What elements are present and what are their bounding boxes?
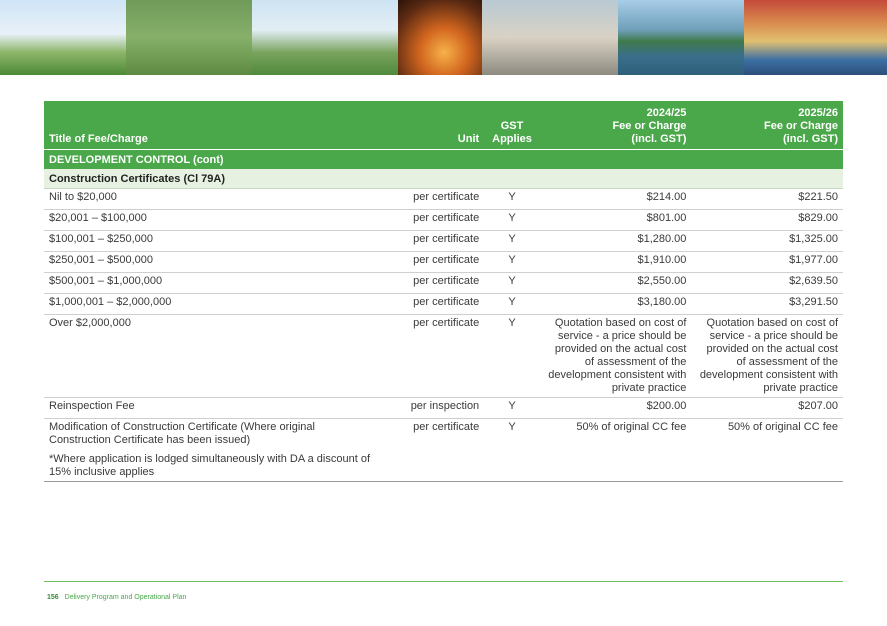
table-row <box>44 189 843 210</box>
subsection-heading-row <box>44 169 843 189</box>
photo-kookaburra-sunset <box>398 0 482 75</box>
fee-2024-25: $801.00 <box>540 210 692 231</box>
fee-gst: Y <box>484 252 540 273</box>
table-row <box>44 231 843 252</box>
fee-unit: per certificate <box>382 419 485 482</box>
fee-2024-25: Quotation based on cost of service - a price should be provided on the actual cost of assessment of the development consistent with private practice <box>540 315 692 398</box>
page-number: 156 <box>47 594 59 601</box>
fee-unit: per certificate <box>382 231 485 252</box>
fee-title-cell <box>44 419 382 482</box>
fee-2024-25: $1,280.00 <box>540 231 692 252</box>
fee-title: $500,001 – $1,000,000 <box>44 273 382 294</box>
fee-gst: Y <box>484 210 540 231</box>
fee-unit: per inspection <box>382 398 485 419</box>
fee-2025-26: $1,977.00 <box>691 252 843 273</box>
fee-gst: Y <box>484 231 540 252</box>
fee-unit: per certificate <box>382 294 485 315</box>
fee-2025-26: $2,639.50 <box>691 273 843 294</box>
fee-2025-26: 50% of original CC fee <box>691 419 843 482</box>
col-header-2024-25: 2024/25 Fee or Charge (incl. GST) <box>540 101 692 150</box>
fee-unit: per certificate <box>382 210 485 231</box>
col-header-unit: Unit <box>382 101 485 150</box>
table-row <box>44 419 843 482</box>
table-row <box>44 210 843 231</box>
fee-2025-26: $207.00 <box>691 398 843 419</box>
fee-title: $100,001 – $250,000 <box>44 231 382 252</box>
table-row <box>44 398 843 419</box>
col-header-gst: GST Applies <box>484 101 540 150</box>
table-row <box>44 252 843 273</box>
fee-gst: Y <box>484 398 540 419</box>
fee-unit: per certificate <box>382 315 485 398</box>
fee-title: Modification of Construction Certificate (Where original Construction Certificate has been issued) <box>49 421 315 446</box>
fee-2024-25: 50% of original CC fee <box>540 419 692 482</box>
fee-unit: per certificate <box>382 189 485 210</box>
fee-title: $1,000,001 – $2,000,000 <box>44 294 382 315</box>
fee-gst: Y <box>484 189 540 210</box>
fees-table <box>44 101 843 482</box>
fee-2024-25: $200.00 <box>540 398 692 419</box>
photo-street-scene <box>482 0 618 75</box>
photo-outdoor-yoga <box>252 0 398 75</box>
table-row <box>44 294 843 315</box>
fee-title: $20,001 – $100,000 <box>44 210 382 231</box>
fee-2025-26: $829.00 <box>691 210 843 231</box>
fee-2025-26: $221.50 <box>691 189 843 210</box>
header-photo-banner <box>0 0 887 75</box>
fee-2024-25: $1,910.00 <box>540 252 692 273</box>
fee-unit: per certificate <box>382 252 485 273</box>
fee-2025-26: $1,325.00 <box>691 231 843 252</box>
page-footer <box>47 594 186 601</box>
fee-2024-25: $214.00 <box>540 189 692 210</box>
col-header-2025-26: 2025/26 Fee or Charge (incl. GST) <box>691 101 843 150</box>
fee-note: *Where application is lodged simultaneously with DA a discount of 15% inclusive applies <box>49 453 371 478</box>
photo-kayaking-river <box>618 0 744 75</box>
col-header-title: Title of Fee/Charge <box>44 101 382 150</box>
fee-gst: Y <box>484 419 540 482</box>
photo-park-building <box>0 0 126 75</box>
fee-gst: Y <box>484 315 540 398</box>
fee-title: Over $2,000,000 <box>44 315 382 398</box>
fee-2025-26: Quotation based on cost of service - a price should be provided on the actual cost of assessment of the development consistent with private practice <box>691 315 843 398</box>
table-header-row <box>44 101 843 150</box>
fee-2025-26: $3,291.50 <box>691 294 843 315</box>
fee-2024-25: $2,550.00 <box>540 273 692 294</box>
subsection-heading: Construction Certificates (Cl 79A) <box>44 169 843 189</box>
fee-2024-25: $3,180.00 <box>540 294 692 315</box>
fee-gst: Y <box>484 294 540 315</box>
photo-dog-agility <box>126 0 252 75</box>
footer-text: Delivery Program and Operational Plan <box>64 594 187 601</box>
table-row <box>44 315 843 398</box>
photo-lion-dance-festival <box>744 0 887 75</box>
fee-title: $250,001 – $500,000 <box>44 252 382 273</box>
fee-title: Nil to $20,000 <box>44 189 382 210</box>
fee-title: Reinspection Fee <box>44 398 382 419</box>
fee-unit: per certificate <box>382 273 485 294</box>
table-row <box>44 273 843 294</box>
fee-gst: Y <box>484 273 540 294</box>
section-heading: DEVELOPMENT CONTROL (cont) <box>44 150 843 170</box>
section-heading-row <box>44 150 843 170</box>
footer-rule <box>44 581 843 582</box>
